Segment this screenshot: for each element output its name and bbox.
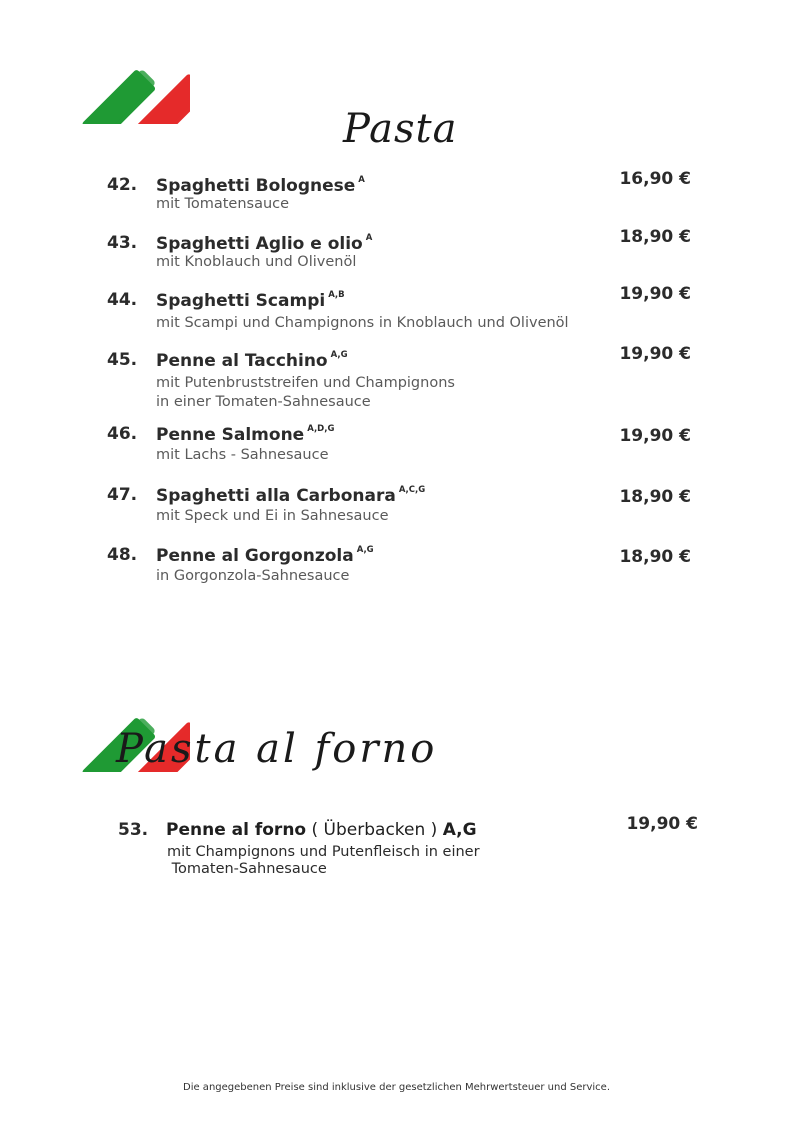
item-name: Penne al Gorgonzola $^{A,G}$: [156, 545, 374, 566]
item-name: Spaghetti alla Carbonara $^{A,C,G}$: [156, 485, 426, 506]
item-note: ( Überbacken ): [306, 820, 443, 840]
item-name: Penne al Tacchino $^{A,G}$: [156, 350, 348, 371]
allergen-codes: A,C,G: [398, 485, 426, 495]
item-number: 43.: [107, 233, 138, 253]
allergen-codes: A,B: [328, 290, 345, 300]
section-title-pasta-al-forno: Pasta al forno: [116, 726, 438, 772]
item-number: 46.: [107, 424, 138, 444]
item-price: 19,90 €: [619, 344, 691, 364]
item-price: 19,90 €: [619, 426, 691, 446]
item-description: mit Champignons und Putenfleisch in einer Tomaten-Sahnesauce: [167, 844, 480, 877]
item-description: mit Knoblauch und Olivenöl: [156, 254, 357, 270]
allergen-codes: A,D,G: [307, 424, 335, 434]
item-price: 19,90 €: [626, 814, 698, 834]
item-price: 18,90 €: [619, 487, 691, 507]
item-name: Penne Salmone $^{A,D,G}$: [156, 424, 335, 445]
section-title-pasta: Pasta: [343, 106, 458, 152]
item-description: in Gorgonzola-Sahnesauce: [156, 568, 350, 584]
item-description-line2: in einer Tomaten-Sahnesauce: [156, 394, 371, 410]
allergen-codes: A,G: [442, 820, 477, 840]
item-number: 47.: [107, 485, 138, 505]
item-price: 18,90 €: [619, 547, 691, 567]
allergen-codes: A: [358, 175, 365, 185]
item-number: 53.: [118, 820, 149, 840]
item-number: 44.: [107, 290, 138, 310]
allergen-codes: A: [365, 233, 373, 243]
footer-note: Die angegebenen Preise sind inklusive der gesetzlichen Mehrwertsteuer und Service.: [183, 1082, 610, 1093]
item-description: mit Lachs - Sahnesauce: [156, 447, 329, 463]
item-description: mit Scampi und Champignons in Knoblauch und Olivenöl: [156, 315, 569, 331]
allergen-codes: A,G: [356, 545, 374, 555]
item-number: 42.: [107, 175, 138, 195]
item-number: 48.: [107, 545, 138, 565]
item-price: 19,90 €: [619, 284, 691, 304]
italian-flag-brush-icon: [70, 42, 190, 124]
item-name: Penne al forno ( Überbacken ) A,G: [166, 820, 477, 840]
item-name: Spaghetti Bolognese $^A$: [156, 175, 365, 196]
item-description: mit Putenbruststreifen und Champignons: [156, 375, 455, 391]
item-price: 16,90 €: [619, 169, 691, 189]
item-description: mit Tomatensauce: [156, 196, 290, 212]
item-number: 45.: [107, 350, 138, 370]
item-description: mit Speck und Ei in Sahnesauce: [156, 508, 389, 524]
allergen-codes: A,G: [330, 350, 348, 360]
item-name: Spaghetti Aglio e olio $^A$: [156, 233, 373, 254]
item-price: 18,90 €: [619, 227, 691, 247]
item-name: Spaghetti Scampi $^{A,B}$: [156, 290, 345, 311]
